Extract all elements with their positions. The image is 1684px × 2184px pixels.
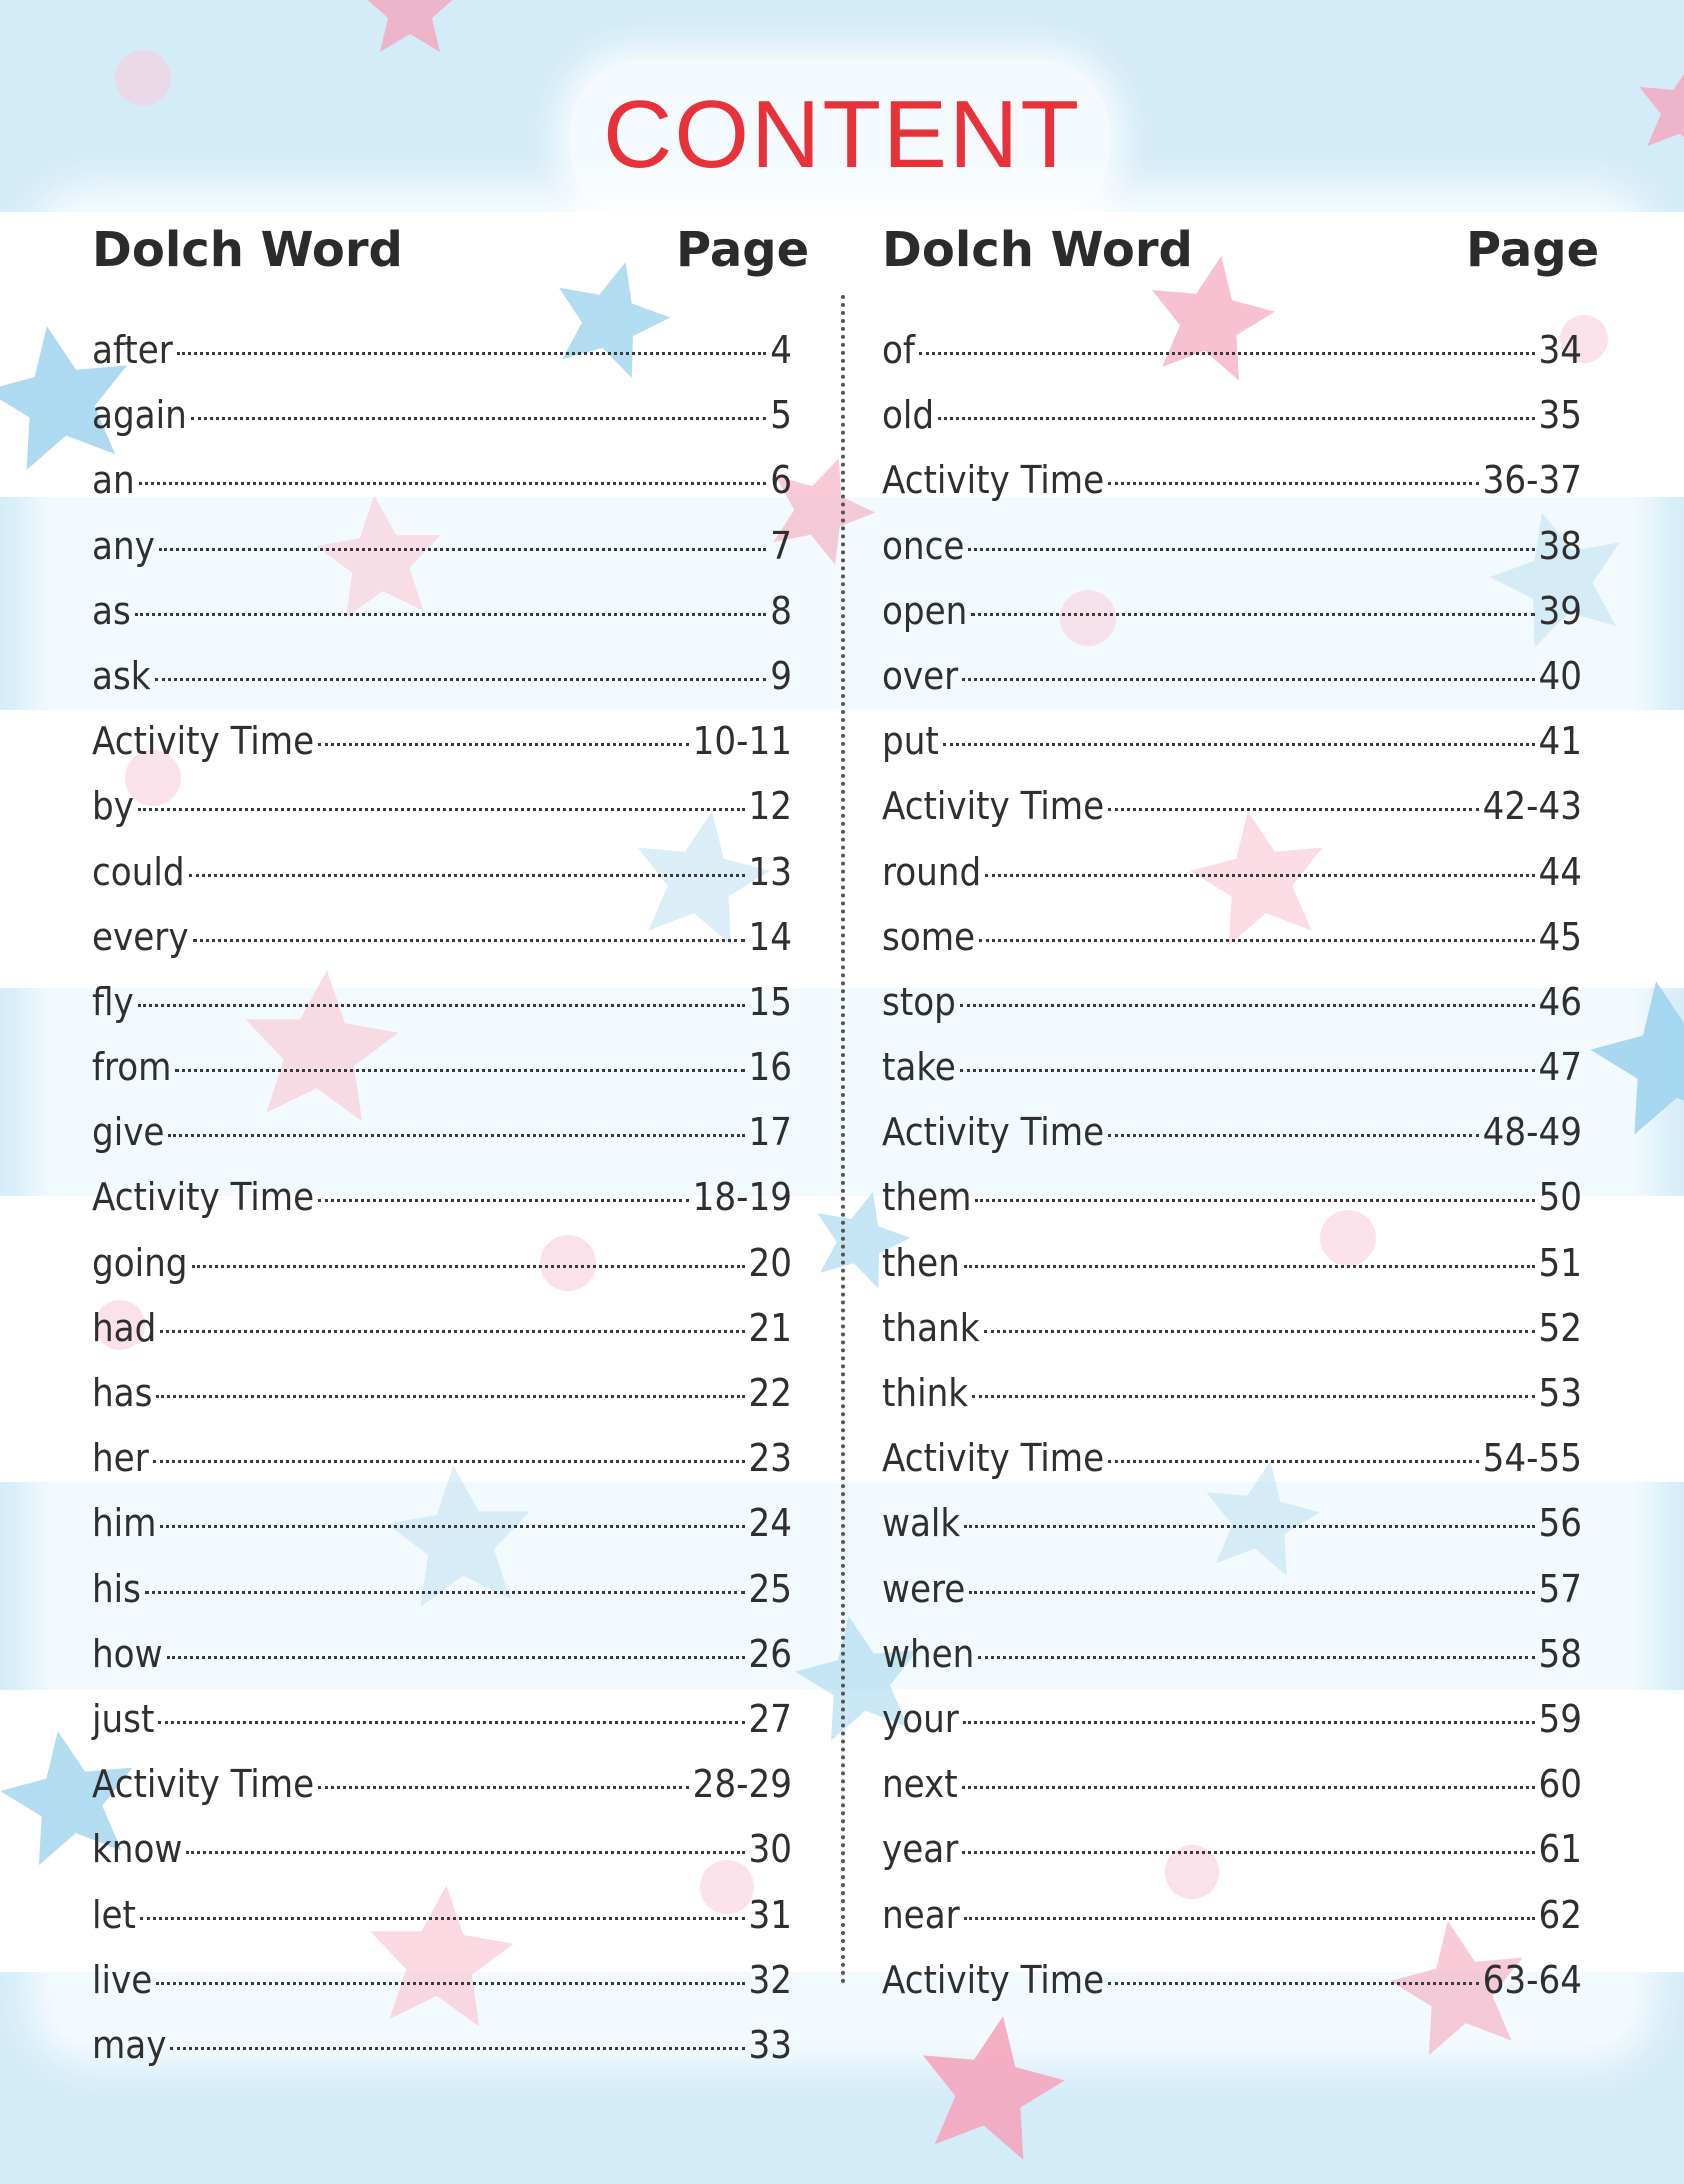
toc-entry <box>882 713 1582 778</box>
toc-entry-word: Activity Time <box>882 784 1105 829</box>
toc-entry-word: let <box>92 1892 136 1937</box>
toc-entry <box>882 1169 1582 1234</box>
toc-entry <box>882 1626 1582 1691</box>
dotted-leader <box>960 1004 1535 1007</box>
toc-entry-word: how <box>92 1631 163 1676</box>
toc-entry <box>92 1495 792 1560</box>
toc-entry <box>92 1691 792 1756</box>
dotted-leader <box>962 1786 1535 1789</box>
toc-entry-word: over <box>882 653 959 698</box>
column-header-page: Page <box>1466 222 1600 278</box>
toc-entry-page: 63-64 <box>1482 1957 1582 2002</box>
toc-entry <box>92 1561 792 1626</box>
toc-entry-page: 38 <box>1538 523 1582 568</box>
toc-entry-word: when <box>882 1631 975 1676</box>
toc-entry-page: 53 <box>1538 1371 1582 1415</box>
toc-entry <box>92 1756 792 1821</box>
dotted-leader <box>170 2047 744 2050</box>
toc-entry <box>882 1691 1582 1756</box>
toc-entry-page: 42-43 <box>1482 784 1582 829</box>
toc-entry-word: fly <box>92 979 134 1024</box>
dotted-leader <box>160 1525 744 1528</box>
toc-entry <box>92 1104 792 1169</box>
toc-entry-word: going <box>92 1240 188 1285</box>
toc-entry <box>92 1169 792 1234</box>
toc-entry-word: live <box>92 1957 153 2002</box>
dotted-leader <box>177 352 766 355</box>
toc-entry <box>882 1430 1582 1495</box>
toc-entry-page: 39 <box>1538 588 1582 633</box>
toc-entry <box>92 778 792 843</box>
toc-entry <box>92 648 792 713</box>
toc-entry-page: 26 <box>748 1631 792 1676</box>
toc-entry-page: 45 <box>1538 914 1582 959</box>
dotted-leader <box>975 1199 1534 1202</box>
toc-entry <box>882 1235 1582 1300</box>
toc-entry-page: 30 <box>748 1827 792 1872</box>
toc-entry-page: 57 <box>1538 1566 1582 1611</box>
toc-entry <box>882 1561 1582 1626</box>
dotted-leader <box>186 1851 744 1854</box>
toc-entry-word: could <box>92 849 185 894</box>
dotted-leader <box>1108 1460 1479 1463</box>
dotted-leader <box>135 613 766 616</box>
column-header-word: Dolch Word <box>882 222 1193 278</box>
toc-entry-word: put <box>882 719 939 764</box>
dotted-leader <box>962 678 1534 681</box>
toc-entry-word: round <box>882 849 982 894</box>
toc-entry-page: 10-11 <box>692 719 792 764</box>
dotted-leader <box>964 1525 1534 1528</box>
toc-entry-page: 34 <box>1538 328 1582 372</box>
dotted-leader <box>971 613 1534 616</box>
dotted-leader <box>1108 482 1479 485</box>
toc-entry-page: 36-37 <box>1482 458 1582 503</box>
toc-entry <box>92 1365 792 1430</box>
toc-entry <box>882 1821 1582 1886</box>
toc-entry <box>92 452 792 517</box>
toc-entry-word: stop <box>882 979 956 1024</box>
toc-entry-word: near <box>882 1892 960 1937</box>
toc-entry-word: has <box>92 1371 153 1415</box>
dotted-leader <box>984 1330 1535 1333</box>
dotted-leader <box>938 417 1534 420</box>
toc-entry-word: Activity Time <box>882 458 1105 503</box>
toc-entry <box>882 909 1582 974</box>
dotted-leader <box>153 1460 745 1463</box>
toc-entry <box>882 1104 1582 1169</box>
toc-entry-page: 35 <box>1538 393 1582 438</box>
column-divider <box>841 295 845 1985</box>
toc-entry-word: take <box>882 1045 956 1090</box>
toc-entry <box>882 778 1582 843</box>
toc-entry <box>92 974 792 1039</box>
toc-entry-page: 41 <box>1538 719 1582 764</box>
toc-entry-page: 6 <box>770 458 792 503</box>
toc-entry <box>92 844 792 909</box>
dotted-leader <box>138 1004 745 1007</box>
dotted-leader <box>919 352 1535 355</box>
toc-entry-page: 52 <box>1538 1305 1582 1350</box>
toc-entry-page: 21 <box>748 1305 792 1350</box>
toc-entry-page: 62 <box>1538 1892 1582 1937</box>
dotted-leader <box>1108 1982 1479 1985</box>
toc-entry <box>92 1887 792 1952</box>
toc-entry-word: once <box>882 523 965 568</box>
toc-entry <box>882 1887 1582 1952</box>
dotted-leader <box>985 874 1534 877</box>
dotted-leader <box>138 808 745 811</box>
toc-entry <box>92 1626 792 1691</box>
toc-entry-word: old <box>882 393 935 438</box>
dotted-leader <box>192 1265 745 1268</box>
toc-entry-page: 17 <box>748 1110 792 1155</box>
toc-entry-page: 46 <box>1538 979 1582 1024</box>
dotted-leader <box>191 417 766 420</box>
dotted-leader <box>943 743 1535 746</box>
toc-entry-page: 9 <box>770 653 792 698</box>
toc-entry <box>882 1495 1582 1560</box>
toc-entry <box>882 1039 1582 1104</box>
toc-entry-word: then <box>882 1240 960 1285</box>
star-icon <box>1580 968 1684 1140</box>
toc-entry-word: Activity Time <box>92 719 315 764</box>
dotted-leader <box>167 1656 745 1659</box>
toc-list-left <box>92 322 792 2082</box>
toc-entry <box>92 518 792 583</box>
toc-entry-word: after <box>92 328 173 372</box>
dotted-leader <box>962 1851 1534 1854</box>
dotted-leader <box>963 1721 1535 1724</box>
toc-entry-word: know <box>92 1827 183 1872</box>
toc-entry-word: Activity Time <box>92 1762 315 1807</box>
toc-entry <box>882 1365 1582 1430</box>
toc-entry <box>882 583 1582 648</box>
toc-entry-page: 12 <box>748 784 792 829</box>
toc-entry <box>882 387 1582 452</box>
toc-entry-page: 56 <box>1538 1501 1582 1546</box>
toc-entry-page: 22 <box>748 1371 792 1415</box>
toc-entry-word: him <box>92 1501 157 1546</box>
dotted-leader <box>978 1656 1534 1659</box>
toc-entry-word: his <box>92 1566 141 1611</box>
toc-entry-word: just <box>92 1696 155 1741</box>
toc-entry-page: 25 <box>748 1566 792 1611</box>
dotted-leader <box>1108 1134 1479 1137</box>
dotted-leader <box>189 874 745 877</box>
toc-entry-word: ask <box>92 653 151 698</box>
dotted-leader <box>960 1069 1535 1072</box>
toc-entry-word: were <box>882 1566 966 1611</box>
toc-entry-page: 51 <box>1538 1240 1582 1285</box>
toc-entry-page: 16 <box>748 1045 792 1090</box>
toc-entry-word: an <box>92 458 135 503</box>
toc-entry <box>92 1821 792 1886</box>
toc-entry-page: 44 <box>1538 849 1582 894</box>
dotted-leader <box>318 1786 689 1789</box>
dotted-leader <box>193 939 745 942</box>
toc-entry-word: from <box>92 1045 172 1090</box>
toc-entry <box>92 1235 792 1300</box>
toc-entry-word: year <box>882 1827 959 1872</box>
toc-entry <box>882 1756 1582 1821</box>
toc-entry-word: walk <box>882 1501 961 1546</box>
toc-entry-page: 60 <box>1538 1762 1582 1807</box>
toc-entry-word: some <box>882 914 976 959</box>
dotted-leader <box>175 1069 744 1072</box>
toc-entry-page: 7 <box>770 523 792 568</box>
toc-entry <box>92 1300 792 1365</box>
toc-entry <box>882 974 1582 1039</box>
toc-entry <box>882 844 1582 909</box>
toc-entry-word: as <box>92 588 131 633</box>
toc-entry-word: may <box>92 2022 167 2067</box>
dotted-leader <box>139 482 767 485</box>
dotted-leader <box>155 678 767 681</box>
toc-entry-page: 15 <box>748 979 792 1024</box>
toc-entry <box>92 1430 792 1495</box>
toc-entry-page: 58 <box>1538 1631 1582 1676</box>
toc-entry-page: 23 <box>748 1436 792 1481</box>
toc-entry-page: 28-29 <box>692 1762 792 1807</box>
toc-entry <box>882 648 1582 713</box>
toc-entry <box>882 1952 1582 2017</box>
dotted-leader <box>159 548 766 551</box>
toc-entry <box>882 518 1582 583</box>
toc-entry-word: them <box>882 1175 972 1220</box>
toc-entry-page: 48-49 <box>1482 1110 1582 1155</box>
dotted-leader <box>158 1721 744 1724</box>
dotted-leader <box>156 1395 744 1398</box>
toc-entry-word: Activity Time <box>882 1957 1105 2002</box>
dotted-leader <box>972 1395 1534 1398</box>
toc-entry-word: her <box>92 1436 149 1481</box>
star-icon <box>908 2004 1074 2165</box>
toc-entry <box>92 583 792 648</box>
toc-entry-page: 24 <box>748 1501 792 1546</box>
dotted-leader <box>318 1199 689 1202</box>
toc-entry-page: 32 <box>748 1957 792 2002</box>
toc-entry-word: of <box>882 328 915 372</box>
toc-entry-page: 40 <box>1538 653 1582 698</box>
dotted-leader <box>964 1917 1535 1920</box>
dotted-leader <box>168 1134 744 1137</box>
toc-entry-word: Activity Time <box>882 1110 1105 1155</box>
toc-entry-page: 31 <box>748 1892 792 1937</box>
toc-entry <box>882 1300 1582 1365</box>
dotted-leader <box>160 1330 744 1333</box>
toc-entry <box>92 322 792 387</box>
toc-entry-page: 27 <box>748 1696 792 1741</box>
star-icon <box>362 0 458 52</box>
toc-list-right <box>882 322 1582 2017</box>
dotted-leader <box>156 1982 744 1985</box>
toc-entry-word: by <box>92 784 134 829</box>
toc-entry-page: 50 <box>1538 1175 1582 1220</box>
toc-entry <box>882 322 1582 387</box>
column-header-word: Dolch Word <box>92 222 403 278</box>
column-header-page: Page <box>676 222 810 278</box>
toc-entry <box>92 713 792 778</box>
toc-entry-page: 8 <box>770 588 792 633</box>
toc-entry-word: had <box>92 1305 157 1350</box>
toc-entry <box>92 1952 792 2017</box>
toc-entry <box>92 387 792 452</box>
toc-entry-page: 18-19 <box>692 1175 792 1220</box>
toc-entry-page: 4 <box>770 328 792 372</box>
toc-entry-word: every <box>92 914 189 959</box>
toc-entry-page: 59 <box>1538 1696 1582 1741</box>
toc-entry-page: 47 <box>1538 1045 1582 1090</box>
toc-entry <box>92 1039 792 1104</box>
toc-entry-page: 20 <box>748 1240 792 1285</box>
toc-entry-page: 5 <box>770 393 792 438</box>
dotted-leader <box>968 548 1534 551</box>
toc-entry-page: 61 <box>1538 1827 1582 1872</box>
dotted-leader <box>1108 808 1479 811</box>
dotted-leader <box>969 1591 1534 1594</box>
dotted-leader <box>964 1265 1535 1268</box>
toc-entry-word: again <box>92 393 187 438</box>
toc-entry-page: 14 <box>748 914 792 959</box>
toc-entry-word: give <box>92 1110 165 1155</box>
toc-entry-word: Activity Time <box>92 1175 315 1220</box>
toc-entry-page: 33 <box>748 2022 792 2067</box>
dotted-leader <box>145 1591 745 1594</box>
toc-entry-word: next <box>882 1762 958 1807</box>
toc-entry-page: 54-55 <box>1482 1436 1582 1481</box>
toc-entry <box>92 2017 792 2082</box>
dotted-leader <box>140 1917 745 1920</box>
toc-entry-word: Activity Time <box>882 1436 1105 1481</box>
page-title: CONTENT <box>603 81 1081 188</box>
toc-entry <box>882 452 1582 517</box>
toc-entry-word: think <box>882 1371 969 1415</box>
dotted-leader <box>979 939 1534 942</box>
dotted-leader <box>318 743 689 746</box>
toc-entry-word: thank <box>882 1305 980 1350</box>
toc-entry-word: open <box>882 588 968 633</box>
toc-entry-page: 13 <box>748 849 792 894</box>
toc-entry <box>92 909 792 974</box>
toc-entry-word: your <box>882 1696 959 1741</box>
toc-entry-word: any <box>92 523 155 568</box>
